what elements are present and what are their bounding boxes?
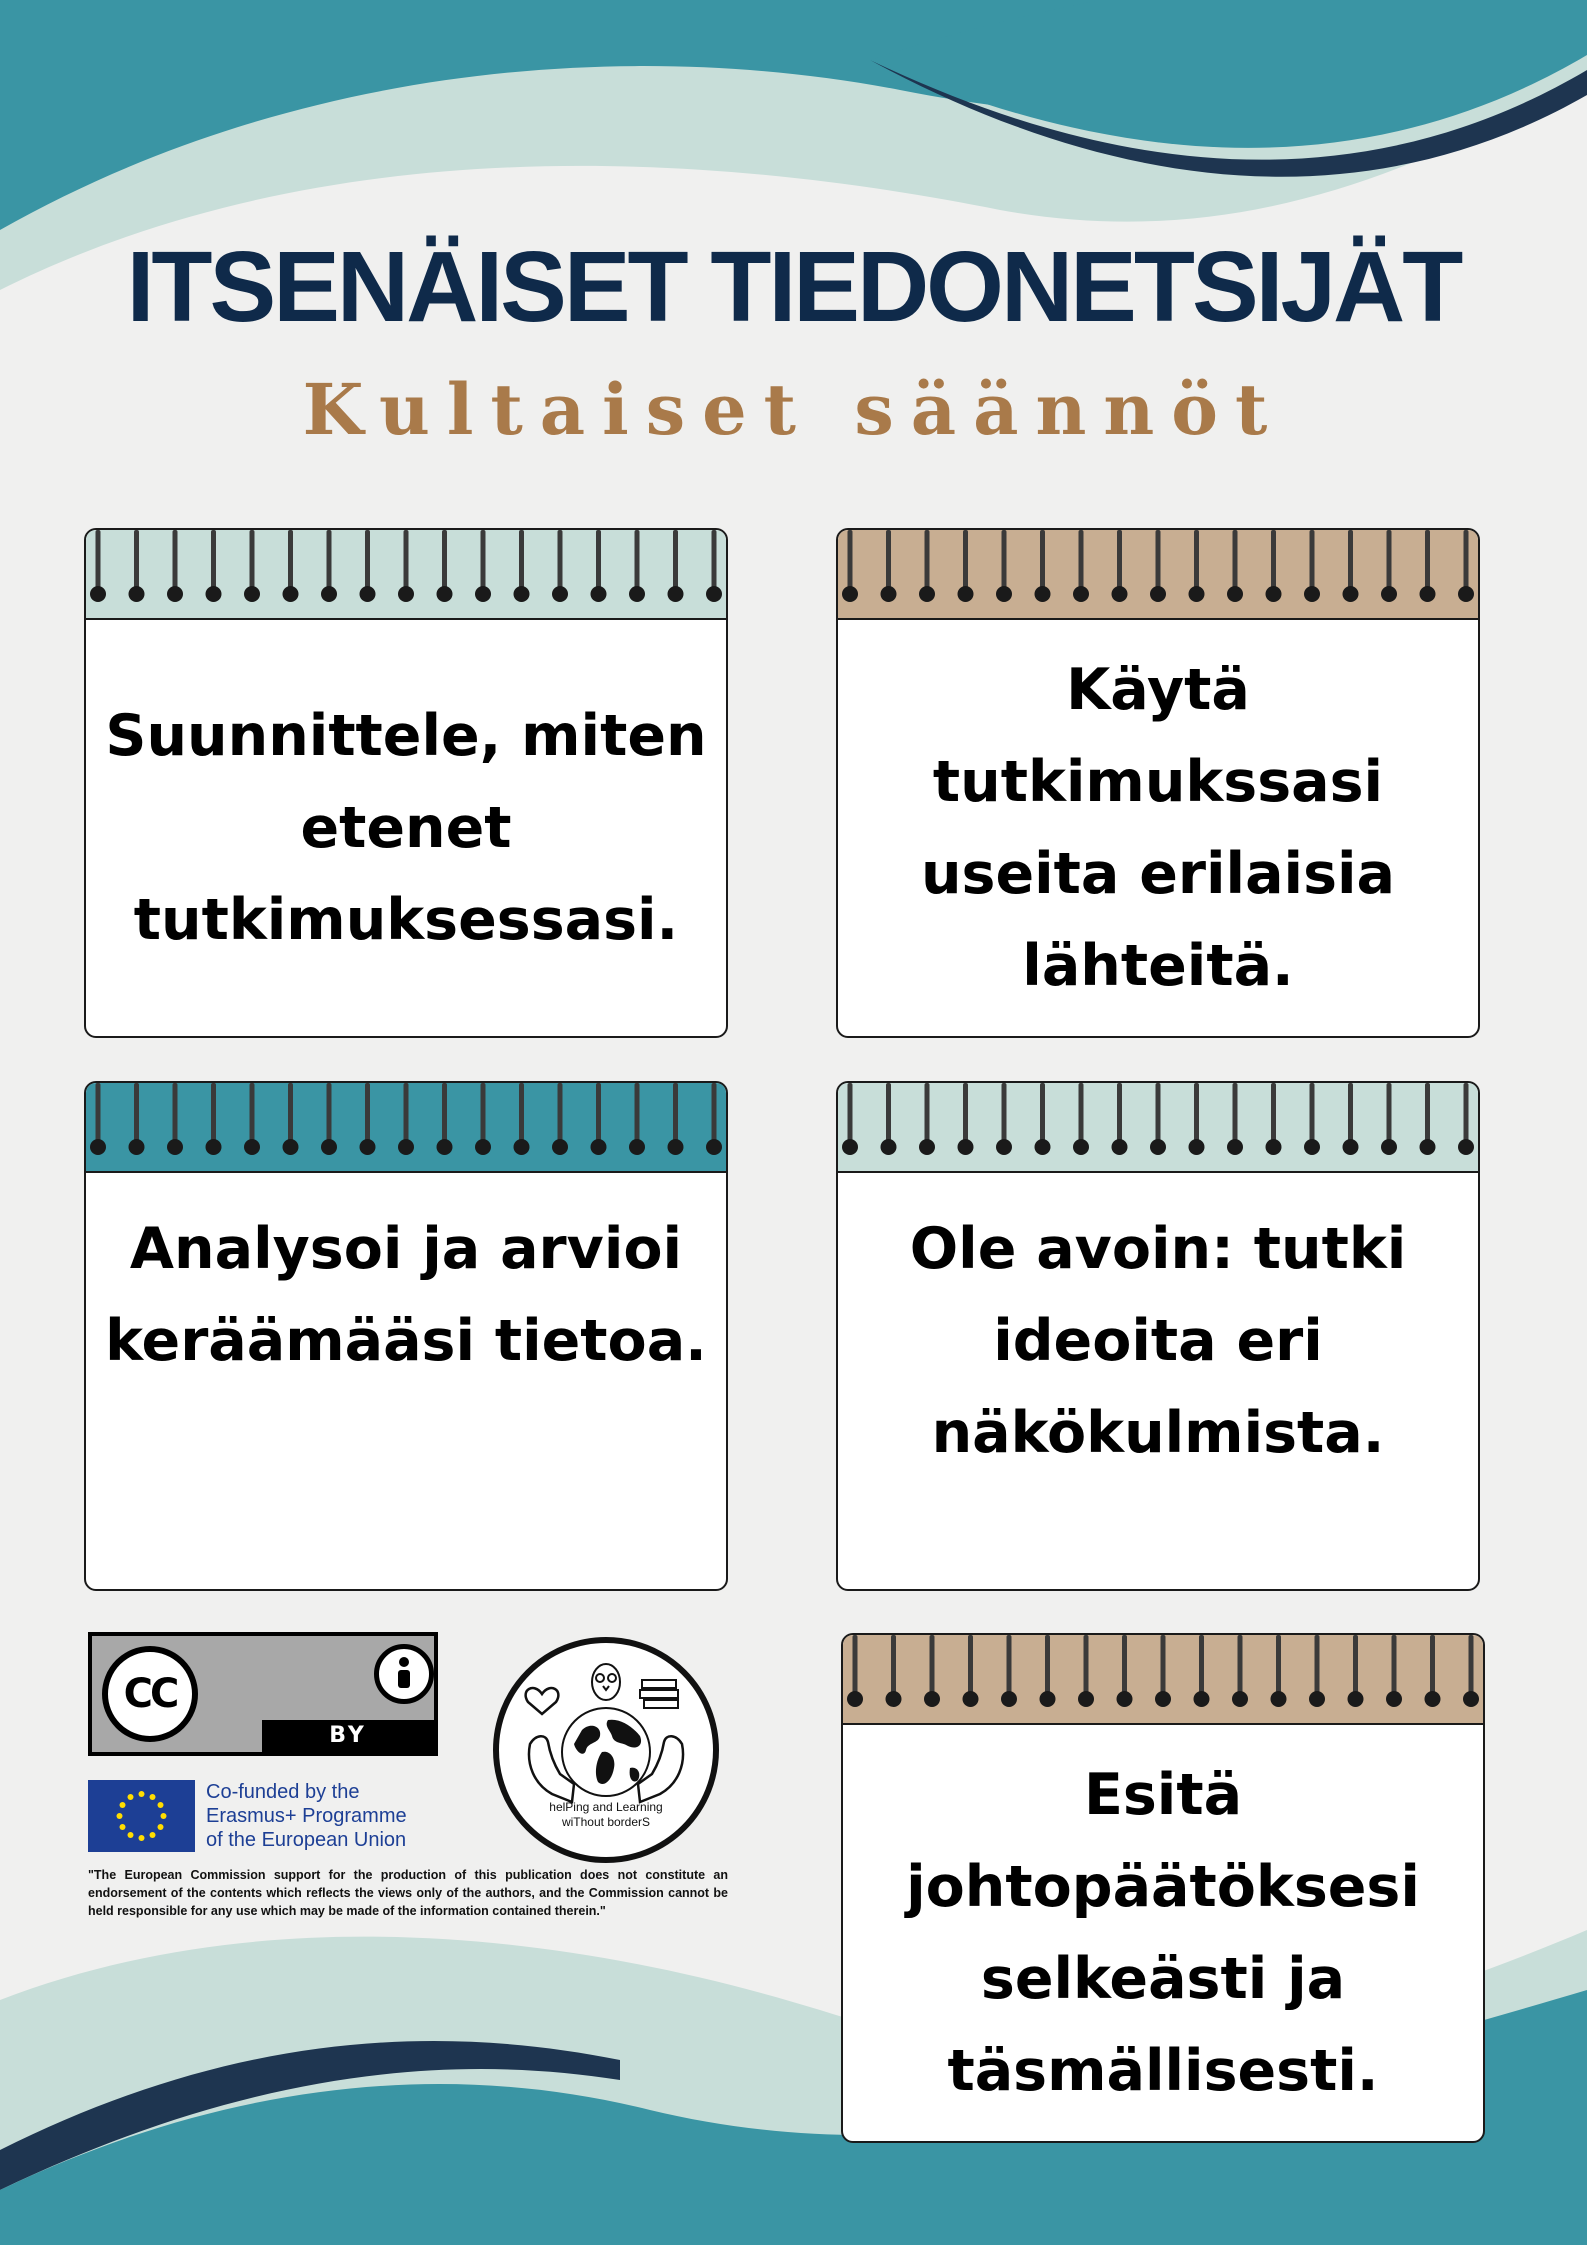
spiral-binding-bar (843, 1635, 1483, 1725)
spiral-ring-hole (629, 586, 645, 602)
spiral-ring-hole (360, 1139, 376, 1155)
spiral-ring-hole (1266, 1139, 1282, 1155)
spiral-ring-hole (514, 586, 530, 602)
spiral-ring-wire (712, 1083, 717, 1141)
spiral-ring-hole (360, 586, 376, 602)
spiral-ring-wire (635, 530, 640, 588)
spiral-ring-hole (1073, 586, 1089, 602)
spiral-ring-hole (1309, 1691, 1325, 1707)
by-label: BY (262, 1720, 434, 1752)
spiral-ring-wire (963, 1083, 968, 1141)
rule-card-text: Analysoi ja arvioi keräämääsi tietoa. (105, 1216, 707, 1374)
spiral-ring-hole (321, 586, 337, 602)
spiral-ring-wire (1117, 1083, 1122, 1141)
spiral-ring-wire (596, 530, 601, 588)
spiral-ring-wire (1469, 1635, 1474, 1693)
spiral-ring-hole (244, 586, 260, 602)
spiral-ring-wire (558, 1083, 563, 1141)
spiral-ring-hole (1078, 1691, 1094, 1707)
spiral-ring-wire (519, 530, 524, 588)
cc-by-license-badge (88, 1632, 438, 1756)
spiral-ring-wire (1079, 530, 1084, 588)
spiral-ring-wire (1310, 530, 1315, 588)
spiral-ring-hole (668, 586, 684, 602)
spiral-ring-hole (886, 1691, 902, 1707)
spiral-ring-hole (1117, 1691, 1133, 1707)
spiral-ring-hole (552, 1139, 568, 1155)
spiral-ring-wire (853, 1635, 858, 1693)
cc-icon: CC (102, 1646, 198, 1742)
page-subtitle: Kultaiset säännöt (302, 368, 1285, 451)
spiral-ring-wire (1233, 530, 1238, 588)
spiral-ring-wire (1464, 1083, 1469, 1141)
spiral-ring-hole (1381, 1139, 1397, 1155)
spiral-ring-hole (847, 1691, 863, 1707)
spiral-ring-wire (250, 530, 255, 588)
spiral-ring-wire (1233, 1083, 1238, 1141)
spiral-ring-hole (167, 1139, 183, 1155)
rule-card-text: Esitä johtopäätöksesi selkeästi ja täsmällisesti. (906, 1762, 1420, 2104)
spiral-ring-wire (134, 530, 139, 588)
spiral-ring-wire (886, 530, 891, 588)
spiral-ring-wire (891, 1635, 896, 1693)
spiral-ring-hole (1073, 1139, 1089, 1155)
spiral-ring-wire (1161, 1635, 1166, 1693)
spiral-ring-hole (283, 586, 299, 602)
spiral-ring-wire (1425, 1083, 1430, 1141)
spiral-ring-hole (1040, 1691, 1056, 1707)
eu-text-line: of the European Union (206, 1829, 407, 1851)
spiral-ring-hole (958, 586, 974, 602)
spiral-ring-hole (1150, 1139, 1166, 1155)
spiral-ring-hole (398, 1139, 414, 1155)
spiral-binding-bar (838, 530, 1478, 620)
spiral-ring-hole (398, 586, 414, 602)
spiral-ring-hole (167, 586, 183, 602)
logo-caption-line: helPing and Learning (549, 1800, 663, 1814)
spiral-ring-hole (321, 1139, 337, 1155)
spiral-ring-hole (514, 1139, 530, 1155)
spiral-ring-wire (886, 1083, 891, 1141)
spiral-ring-hole (963, 1691, 979, 1707)
spiral-ring-wire (211, 1083, 216, 1141)
spiral-ring-wire (848, 1083, 853, 1141)
spiral-ring-hole (1381, 586, 1397, 602)
spiral-ring-wire (1387, 530, 1392, 588)
attribution-person-icon (374, 1644, 434, 1704)
spiral-ring-wire (327, 530, 332, 588)
spiral-ring-wire (1348, 1083, 1353, 1141)
rule-card-text: Ole avoin: tutki ideoita eri näkökulmista. (909, 1216, 1407, 1466)
spiral-ring-wire (930, 1635, 935, 1693)
spiral-rings-icon (86, 530, 726, 618)
spiral-ring-wire (481, 1083, 486, 1141)
helping-and-learning-caption (520, 1800, 692, 1830)
spiral-ring-hole (1150, 586, 1166, 602)
spiral-ring-hole (1463, 1691, 1479, 1707)
spiral-ring-wire (365, 1083, 370, 1141)
spiral-ring-hole (1348, 1691, 1364, 1707)
spiral-ring-hole (1420, 1139, 1436, 1155)
spiral-ring-hole (1386, 1691, 1402, 1707)
spiral-ring-hole (437, 586, 453, 602)
spiral-ring-wire (558, 530, 563, 588)
spiral-ring-hole (1232, 1691, 1248, 1707)
spiral-ring-wire (925, 530, 930, 588)
spiral-ring-wire (250, 1083, 255, 1141)
spiral-ring-hole (1189, 586, 1205, 602)
spiral-ring-wire (1392, 1635, 1397, 1693)
spiral-ring-wire (968, 1635, 973, 1693)
eu-disclaimer: "The European Commission support for the production of this publication does not constitute an endorsement of the contents which reflects the views only of the authors, and the Commission cannot be held responsible for any use which may be made of the information contained therein." (88, 1868, 728, 1918)
spiral-ring-wire (1271, 1083, 1276, 1141)
spiral-ring-wire (327, 1083, 332, 1141)
spiral-ring-wire (96, 530, 101, 588)
spiral-ring-wire (1084, 1635, 1089, 1693)
spiral-ring-wire (1040, 1083, 1045, 1141)
spiral-ring-hole (591, 586, 607, 602)
spiral-ring-wire (1002, 530, 1007, 588)
spiral-ring-wire (712, 530, 717, 588)
spiral-ring-wire (1194, 1083, 1199, 1141)
spiral-rings-icon (86, 1083, 726, 1171)
spiral-binding-bar (86, 1083, 726, 1173)
spiral-ring-wire (211, 530, 216, 588)
rule-card-open-minded (836, 1081, 1480, 1591)
spiral-ring-wire (365, 530, 370, 588)
spiral-ring-wire (1310, 1083, 1315, 1141)
spiral-ring-hole (1189, 1139, 1205, 1155)
spiral-ring-hole (1425, 1691, 1441, 1707)
spiral-ring-hole (842, 586, 858, 602)
spiral-ring-wire (1238, 1635, 1243, 1693)
spiral-ring-wire (1122, 1635, 1127, 1693)
spiral-ring-wire (1353, 1635, 1358, 1693)
spiral-ring-hole (475, 1139, 491, 1155)
spiral-ring-hole (1112, 1139, 1128, 1155)
spiral-ring-hole (919, 586, 935, 602)
spiral-ring-wire (673, 530, 678, 588)
helping-and-learning-logo (490, 1634, 722, 1866)
spiral-ring-hole (706, 1139, 722, 1155)
spiral-ring-wire (1348, 530, 1353, 588)
spiral-ring-hole (591, 1139, 607, 1155)
eu-flag-icon (88, 1780, 195, 1852)
globe-icon (562, 1708, 650, 1796)
spiral-ring-wire (673, 1083, 678, 1141)
spiral-ring-wire (925, 1083, 930, 1141)
spiral-ring-hole (437, 1139, 453, 1155)
spiral-ring-wire (96, 1083, 101, 1141)
spiral-binding-bar (838, 1083, 1478, 1173)
spiral-ring-wire (288, 530, 293, 588)
spiral-ring-hole (706, 586, 722, 602)
eu-cofunded-text (206, 1780, 466, 1852)
spiral-ring-hole (1271, 1691, 1287, 1707)
spiral-ring-hole (1458, 586, 1474, 602)
rule-card-text: Suunnittele, miten etenet tutkimuksessasi. (105, 703, 707, 953)
spiral-ring-wire (1040, 530, 1045, 588)
spiral-ring-hole (1112, 586, 1128, 602)
spiral-ring-hole (552, 586, 568, 602)
spiral-rings-icon (843, 1635, 1483, 1723)
spiral-ring-wire (1387, 1083, 1392, 1141)
rule-card-text: Käytä tutkimukssasi useita erilaisia lähteitä. (920, 657, 1396, 999)
spiral-ring-hole (244, 1139, 260, 1155)
spiral-ring-wire (173, 1083, 178, 1141)
spiral-ring-hole (996, 1139, 1012, 1155)
page-title: ITSENÄISET TIEDONETSIJÄT (126, 231, 1461, 343)
spiral-ring-wire (134, 1083, 139, 1141)
spiral-binding-bar (86, 530, 726, 620)
spiral-ring-hole (475, 586, 491, 602)
eu-text-line: Co-funded by the (206, 1781, 360, 1803)
spiral-ring-wire (481, 530, 486, 588)
spiral-ring-hole (1035, 586, 1051, 602)
spiral-ring-wire (1156, 1083, 1161, 1141)
spiral-ring-wire (288, 1083, 293, 1141)
spiral-ring-hole (90, 1139, 106, 1155)
spiral-ring-hole (958, 1139, 974, 1155)
spiral-ring-wire (404, 530, 409, 588)
spiral-ring-hole (919, 1139, 935, 1155)
spiral-ring-hole (1155, 1691, 1171, 1707)
spiral-ring-wire (1117, 530, 1122, 588)
spiral-ring-hole (1304, 1139, 1320, 1155)
spiral-ring-wire (404, 1083, 409, 1141)
spiral-rings-icon (838, 530, 1478, 618)
spiral-ring-wire (596, 1083, 601, 1141)
rule-card-sources (836, 528, 1480, 1038)
logo-caption-line: wiThout borderS (561, 1815, 651, 1829)
eu-text-line: Erasmus+ Programme (206, 1805, 407, 1827)
spiral-ring-hole (90, 586, 106, 602)
spiral-ring-hole (1420, 586, 1436, 602)
spiral-ring-wire (1271, 530, 1276, 588)
rule-card-conclusions (841, 1633, 1485, 2143)
spiral-ring-wire (635, 1083, 640, 1141)
spiral-ring-wire (1007, 1635, 1012, 1693)
spiral-ring-wire (1194, 530, 1199, 588)
spiral-ring-hole (996, 586, 1012, 602)
spiral-ring-wire (1199, 1635, 1204, 1693)
spiral-ring-hole (206, 586, 222, 602)
spiral-ring-hole (668, 1139, 684, 1155)
spiral-ring-hole (629, 1139, 645, 1155)
spiral-ring-hole (1458, 1139, 1474, 1155)
spiral-ring-hole (1227, 1139, 1243, 1155)
spiral-ring-wire (1430, 1635, 1435, 1693)
spiral-ring-hole (1343, 586, 1359, 602)
spiral-ring-hole (881, 586, 897, 602)
spiral-ring-wire (442, 1083, 447, 1141)
spiral-ring-wire (519, 1083, 524, 1141)
spiral-ring-wire (173, 530, 178, 588)
spiral-ring-wire (1464, 530, 1469, 588)
spiral-ring-wire (1156, 530, 1161, 588)
spiral-ring-hole (1304, 586, 1320, 602)
spiral-ring-hole (924, 1691, 940, 1707)
spiral-ring-wire (1045, 1635, 1050, 1693)
spiral-ring-hole (129, 1139, 145, 1155)
spiral-ring-hole (129, 586, 145, 602)
spiral-ring-hole (881, 1139, 897, 1155)
spiral-ring-wire (1425, 530, 1430, 588)
spiral-ring-wire (442, 530, 447, 588)
spiral-ring-hole (1194, 1691, 1210, 1707)
spiral-ring-wire (848, 530, 853, 588)
spiral-ring-wire (1315, 1635, 1320, 1693)
spiral-ring-hole (1343, 1139, 1359, 1155)
spiral-ring-hole (1227, 586, 1243, 602)
spiral-rings-icon (838, 1083, 1478, 1171)
rule-card-plan (84, 528, 728, 1038)
spiral-ring-wire (1276, 1635, 1281, 1693)
spiral-ring-wire (1079, 1083, 1084, 1141)
spiral-ring-hole (842, 1139, 858, 1155)
spiral-ring-hole (206, 1139, 222, 1155)
spiral-ring-wire (963, 530, 968, 588)
spiral-ring-hole (1266, 586, 1282, 602)
spiral-ring-hole (1035, 1139, 1051, 1155)
spiral-ring-wire (1002, 1083, 1007, 1141)
spiral-ring-hole (1001, 1691, 1017, 1707)
spiral-ring-hole (283, 1139, 299, 1155)
rule-card-analyze (84, 1081, 728, 1591)
